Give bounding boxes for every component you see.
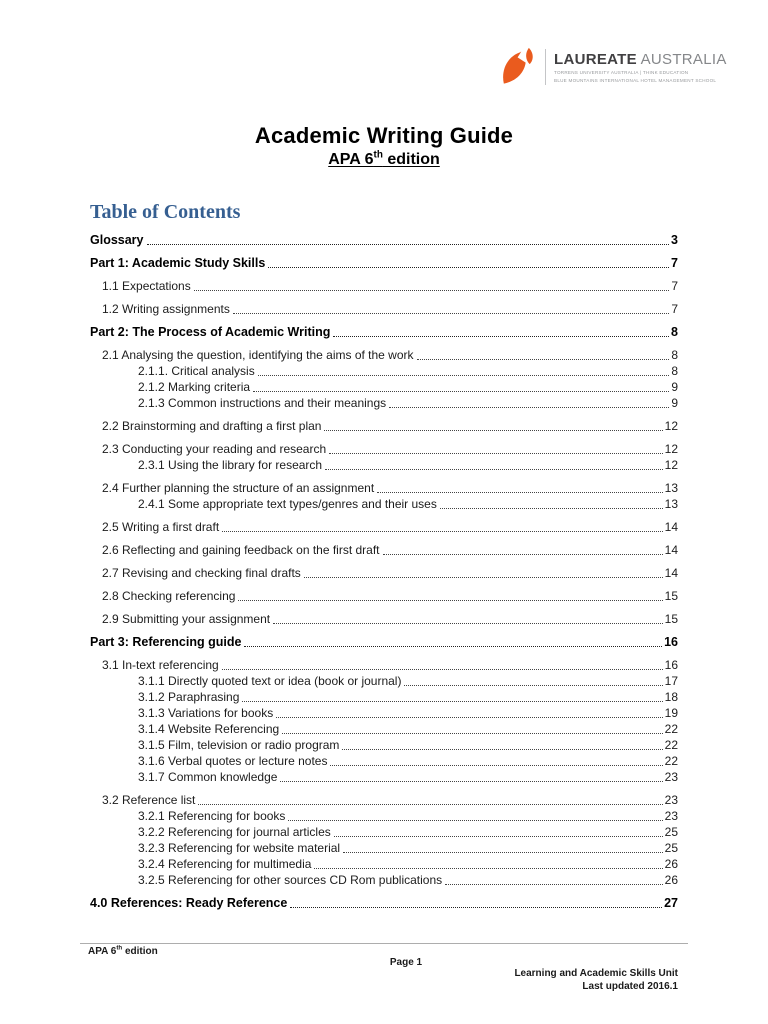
toc-entry-page: 3 xyxy=(671,233,678,247)
document-title: Academic Writing Guide xyxy=(254,123,514,148)
dot-leader xyxy=(440,508,663,509)
footer-doc-ref-prefix: APA 6 xyxy=(88,946,117,957)
toc-entry-page: 25 xyxy=(664,841,678,855)
toc-entry[interactable] xyxy=(90,657,678,673)
subtitle-superscript: th xyxy=(373,149,383,161)
dot-leader xyxy=(333,336,669,337)
toc-entry-page: 14 xyxy=(664,520,678,534)
toc-entry[interactable] xyxy=(90,496,678,512)
dot-leader xyxy=(404,685,662,686)
toc-entry[interactable] xyxy=(90,278,678,294)
dot-leader xyxy=(276,717,662,718)
toc-entry-label: Glossary xyxy=(90,233,144,247)
toc-entry[interactable] xyxy=(90,542,678,558)
dot-leader xyxy=(194,290,670,291)
logo-divider xyxy=(545,49,546,85)
toc-entry[interactable] xyxy=(90,808,678,824)
toc-entry-label: 3.1 In-text referencing xyxy=(102,658,219,672)
document-subtitle xyxy=(0,151,768,169)
toc-entry-page: 7 xyxy=(671,302,678,316)
dot-leader xyxy=(268,267,669,268)
page-number-label: Page 1 xyxy=(389,957,423,968)
toc-entry-page: 8 xyxy=(671,364,678,378)
toc-entry[interactable] xyxy=(90,824,678,840)
dot-leader xyxy=(147,244,670,245)
dot-leader xyxy=(334,836,663,837)
toc-entry[interactable] xyxy=(90,705,678,721)
dot-leader xyxy=(280,781,662,782)
toc-entry-label: 3.2.2 Referencing for journal articles xyxy=(138,825,331,839)
logo-tagline-line1: TORRENS UNIVERSITY AUSTRALIA | THINK EDUCATION xyxy=(554,69,689,75)
toc-entry-page: 14 xyxy=(664,543,678,557)
toc-entry[interactable] xyxy=(90,519,678,535)
toc-entry-label: 3.1.1 Directly quoted text or idea (book or journal) xyxy=(138,674,402,688)
logo-brand-line xyxy=(554,51,727,68)
toc-entry-label: 3.1.6 Verbal quotes or lecture notes xyxy=(138,754,328,768)
toc-entry[interactable] xyxy=(90,611,678,627)
dot-leader xyxy=(258,375,670,376)
toc-entry-page: 12 xyxy=(664,442,678,456)
toc-entry-page: 23 xyxy=(664,809,678,823)
toc-heading: Table of Contents xyxy=(90,201,241,223)
toc-entry[interactable] xyxy=(90,565,678,581)
dot-leader xyxy=(288,820,662,821)
toc-entry-label: 3.1.4 Website Referencing xyxy=(138,722,280,736)
toc-entry-label: 3.2.5 Referencing for other sources CD Rom publications xyxy=(138,873,443,887)
dot-leader xyxy=(222,669,663,670)
toc-entry-page: 8 xyxy=(671,325,678,339)
toc-entry-page: 8 xyxy=(671,348,678,362)
toc-entry-label: 3.2.4 Referencing for multimedia xyxy=(138,857,312,871)
toc-entry[interactable] xyxy=(90,301,678,317)
toc-entry-page: 17 xyxy=(664,674,678,688)
toc-entry[interactable] xyxy=(90,441,678,457)
toc-entry[interactable] xyxy=(90,379,678,395)
toc-entry-label: 2.1.1. Critical analysis xyxy=(138,364,255,378)
laureate-australia-logo xyxy=(498,46,727,88)
logo-brand-secondary: AUSTRALIA xyxy=(636,50,727,68)
toc-entry-page: 19 xyxy=(664,706,678,720)
toc-entry-page: 12 xyxy=(664,458,678,472)
dot-leader xyxy=(324,430,662,431)
dot-leader xyxy=(253,391,669,392)
toc-entry-page: 22 xyxy=(664,722,678,736)
toc-entry-label: 3.2.3 Referencing for website material xyxy=(138,841,341,855)
dot-leader xyxy=(242,701,662,702)
logo-text-block xyxy=(554,51,727,84)
toc-entry[interactable] xyxy=(90,769,678,785)
toc-entry-label: 2.4 Further planning the structure of an assignment xyxy=(102,481,375,495)
toc-entry-label: 1.1 Expectations xyxy=(102,279,191,293)
toc-entry-page: 14 xyxy=(664,566,678,580)
toc-entry-label: 2.9 Submitting your assignment xyxy=(102,612,271,626)
toc-entry-label: 2.4.1 Some appropriate text types/genres and their uses xyxy=(138,497,437,511)
toc-entry-label: 1.2 Writing assignments xyxy=(102,302,230,316)
footer-doc-ref xyxy=(88,946,158,957)
toc-entry-page: 22 xyxy=(664,738,678,752)
toc-entry[interactable] xyxy=(90,721,678,737)
dot-leader xyxy=(238,600,662,601)
toc-entry-label: 3.1.2 Paraphrasing xyxy=(138,690,240,704)
dot-leader xyxy=(417,359,670,360)
toc-entry-page: 18 xyxy=(664,690,678,704)
dot-leader xyxy=(383,554,663,555)
toc-entry[interactable] xyxy=(90,792,678,808)
footer-doc-ref-superscript: th xyxy=(116,944,123,952)
toc-entry[interactable] xyxy=(90,872,678,888)
toc-entry-page: 13 xyxy=(664,497,678,511)
subtitle-prefix: APA 6 xyxy=(328,151,374,168)
toc-entry-label: 3.2 Reference list xyxy=(102,793,196,807)
toc-entry-page: 9 xyxy=(671,396,678,410)
toc-entry-label: Part 3: Referencing guide xyxy=(90,635,242,649)
toc-entry[interactable] xyxy=(90,673,678,689)
footer-unit: Learning and Academic Skills Unit xyxy=(514,968,678,979)
footer-updated: Last updated 2016.1 xyxy=(582,981,678,992)
dot-leader xyxy=(304,577,663,578)
toc-entry-page: 13 xyxy=(664,481,678,495)
toc-entry-label: Part 2: The Process of Academic Writing xyxy=(90,325,331,339)
laureate-leaf-icon xyxy=(498,46,538,88)
toc-entry-page: 7 xyxy=(671,256,678,270)
dot-leader xyxy=(222,531,662,532)
toc-entry[interactable] xyxy=(90,895,678,911)
toc-entry[interactable] xyxy=(90,363,678,379)
dot-leader xyxy=(330,765,662,766)
toc-entry[interactable] xyxy=(90,255,678,271)
dot-leader xyxy=(389,407,669,408)
dot-leader xyxy=(314,868,662,869)
toc-entry[interactable] xyxy=(90,753,678,769)
toc-entry-page: 16 xyxy=(664,658,678,672)
toc-entry[interactable] xyxy=(90,840,678,856)
toc-entry[interactable] xyxy=(90,634,678,650)
toc-entry[interactable] xyxy=(90,689,678,705)
dot-leader xyxy=(342,749,662,750)
logo-tagline-line2: BLUE MOUNTAINS INTERNATIONAL HOTEL MANAGEMENT SCHOOL xyxy=(554,77,717,83)
footer-divider xyxy=(80,943,688,944)
dot-leader xyxy=(343,852,663,853)
dot-leader xyxy=(282,733,662,734)
toc-entry-label: 3.2.1 Referencing for books xyxy=(138,809,286,823)
dot-leader xyxy=(445,884,662,885)
subtitle-suffix: edition xyxy=(382,151,440,168)
toc-entry-page: 12 xyxy=(664,419,678,433)
toc-entry-label: 2.1.3 Common instructions and their meanings xyxy=(138,396,387,410)
toc-entry-page: 25 xyxy=(664,825,678,839)
toc-entry-label: 2.3.1 Using the library for research xyxy=(138,458,323,472)
toc-entry-label: Part 1: Academic Study Skills xyxy=(90,256,266,270)
dot-leader xyxy=(244,646,662,647)
dot-leader xyxy=(329,453,662,454)
logo-brand-primary: LAUREATE xyxy=(554,50,637,68)
toc-entry[interactable] xyxy=(90,232,678,248)
toc-entry-label: 2.1.2 Marking criteria xyxy=(138,380,251,394)
toc-entry[interactable] xyxy=(90,457,678,473)
toc-entry[interactable] xyxy=(90,418,678,434)
toc-entry-page: 22 xyxy=(664,754,678,768)
toc-entry-label: 2.5 Writing a first draft xyxy=(102,520,220,534)
toc-entry-page: 27 xyxy=(664,896,678,910)
dot-leader xyxy=(377,492,662,493)
toc-entry-label: 4.0 References: Ready Reference xyxy=(90,896,288,910)
toc-entry[interactable] xyxy=(90,856,678,872)
toc-list xyxy=(90,232,678,911)
dot-leader xyxy=(290,907,662,908)
toc-entry-page: 9 xyxy=(671,380,678,394)
dot-leader xyxy=(273,623,663,624)
toc-entry-page: 26 xyxy=(664,873,678,887)
dot-leader xyxy=(198,804,662,805)
footer-attribution xyxy=(514,967,678,993)
toc-entry[interactable] xyxy=(90,347,678,363)
toc-entry[interactable] xyxy=(90,588,678,604)
toc-entry-page: 16 xyxy=(664,635,678,649)
toc-entry-label: 2.2 Brainstorming and drafting a first plan xyxy=(102,419,322,433)
toc-entry-label: 2.8 Checking referencing xyxy=(102,589,236,603)
toc-entry[interactable] xyxy=(90,324,678,340)
dot-leader xyxy=(233,313,669,314)
footer-doc-ref-suffix: edition xyxy=(122,946,158,957)
toc-entry-label: 2.7 Revising and checking final drafts xyxy=(102,566,301,580)
toc-entry-label: 2.1 Analysing the question, identifying the aims of the work xyxy=(102,348,414,362)
toc-entry-page: 7 xyxy=(671,279,678,293)
toc-entry[interactable] xyxy=(90,480,678,496)
toc-entry-page: 15 xyxy=(664,589,678,603)
toc-entry-label: 3.1.5 Film, television or radio program xyxy=(138,738,340,752)
toc-entry-page: 15 xyxy=(664,612,678,626)
toc-entry-page: 23 xyxy=(664,770,678,784)
toc-entry[interactable] xyxy=(90,395,678,411)
toc-entry-label: 3.1.3 Variations for books xyxy=(138,706,274,720)
toc-entry-page: 26 xyxy=(664,857,678,871)
dot-leader xyxy=(325,469,663,470)
toc-entry-label: 3.1.7 Common knowledge xyxy=(138,770,278,784)
toc-entry-label: 2.3 Conducting your reading and research xyxy=(102,442,327,456)
toc-entry-label: 2.6 Reflecting and gaining feedback on the first draft xyxy=(102,543,380,557)
toc-entry[interactable] xyxy=(90,737,678,753)
toc-entry-page: 23 xyxy=(664,793,678,807)
